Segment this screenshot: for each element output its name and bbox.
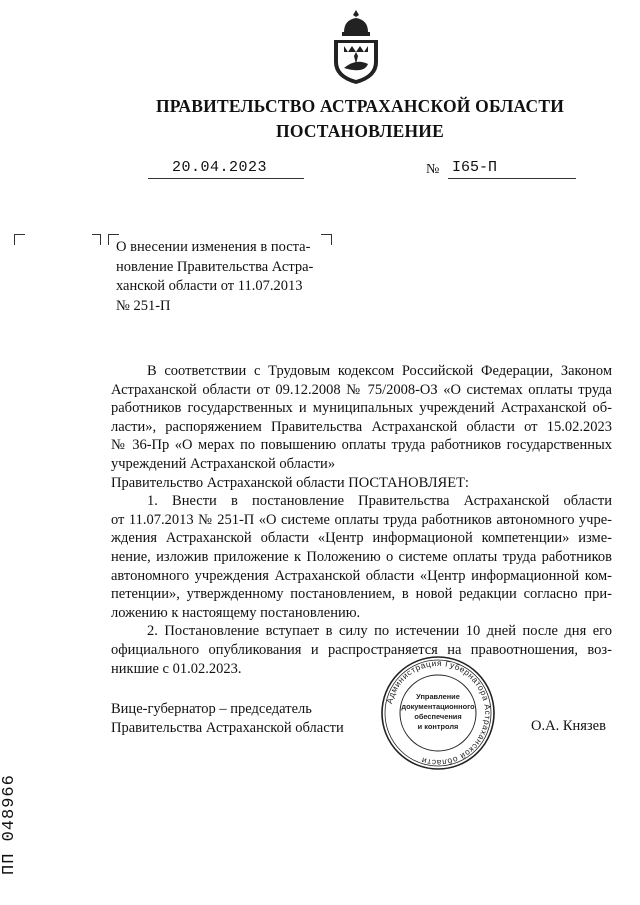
document-body <box>111 362 612 678</box>
number-underline <box>448 178 576 179</box>
svg-text:Управление: Управление <box>416 692 460 701</box>
signatory-position <box>111 700 344 737</box>
item2-line: официального опубликования и распространяется на правоотношения, воз- <box>111 641 612 658</box>
corner-mark <box>92 234 101 245</box>
official-stamp <box>380 655 496 771</box>
svg-text:и контроля: и контроля <box>417 722 459 731</box>
item1-line: автономного учреждения Астраханской области «Центр информационной ком- <box>111 567 612 584</box>
body-line: учреждений Астраханской области» <box>111 455 336 472</box>
subject-line: ханской области от 11.07.2013 <box>116 278 303 294</box>
subject-line: О внесении изменения в поста- <box>116 239 311 255</box>
body-line: ласти», распоряжением Правительства Астраханской области от 15.02.2023 <box>111 418 612 435</box>
body-line: Астраханской области от 09.12.2008 № 75/2008-ОЗ «О системах оплаты труда <box>111 381 612 398</box>
signatory-name: О.А. Князев <box>531 718 606 734</box>
document-date: 20.04.2023 <box>172 159 268 176</box>
subject-line: новление Правительства Астра- <box>116 258 314 275</box>
svg-text:документационного: документационного <box>401 702 475 711</box>
item1-line: нение, изложив приложение к Положению о системе оплаты труда работников <box>111 548 612 565</box>
resolution-line: Правительство Астраханской области ПОСТАНОВЛЯЕТ: <box>111 474 469 491</box>
stamp-graphic <box>380 655 496 771</box>
coat-of-arms-emblem <box>326 8 386 88</box>
subject-line: № 251-П <box>116 297 171 314</box>
date-underline <box>148 178 304 179</box>
item1-line: петенции», утвержденному постановлением, в новой редакции согласно при- <box>111 586 612 603</box>
item2-line: 2. Постановление вступает в силу по истечении 10 дней после дня его <box>147 623 612 640</box>
item1-line: 1. Внести в постановление Правительства Астраханской области <box>147 493 612 510</box>
svg-text:обеспечения: обеспечения <box>414 712 462 721</box>
number-sign: № <box>426 162 440 177</box>
government-title: ПРАВИТЕЛЬСТВО АСТРАХАНСКОЙ ОБЛАСТИ <box>155 96 565 116</box>
item1-line: ждения Астраханской области «Центр информационой компетенции» изме- <box>111 530 612 547</box>
corner-mark <box>14 234 25 245</box>
document-number: I65-П <box>452 159 498 176</box>
position-line: Правительства Астраханской области <box>111 719 344 736</box>
body-line: № 36-Пр «О мерах по повышению оплаты труда работников государственных <box>111 437 612 454</box>
document-kind: ПОСТАНОВЛЕНИЕ <box>276 121 444 141</box>
svg-text:Администрация Губернатора Астр: Администрация Губернатора Астраханской области <box>383 657 494 769</box>
item2-line: никшие с 01.02.2023. <box>111 660 242 677</box>
body-line: работников государственных и муниципальных учреждений Астраханской об- <box>111 400 612 417</box>
position-line: Вице-губернатор – председатель <box>111 701 312 717</box>
side-serial-number: ПП 048966 <box>0 774 19 875</box>
item1-line: ложению к настоящему постановлению. <box>111 604 361 621</box>
document-subject <box>116 238 330 316</box>
body-line: В соответствии с Трудовым кодексом Российской Федерации, Законом <box>147 363 612 379</box>
item1-line: от 11.07.2013 № 251-П «О системе оплаты труда работников автономного учре- <box>111 511 612 528</box>
